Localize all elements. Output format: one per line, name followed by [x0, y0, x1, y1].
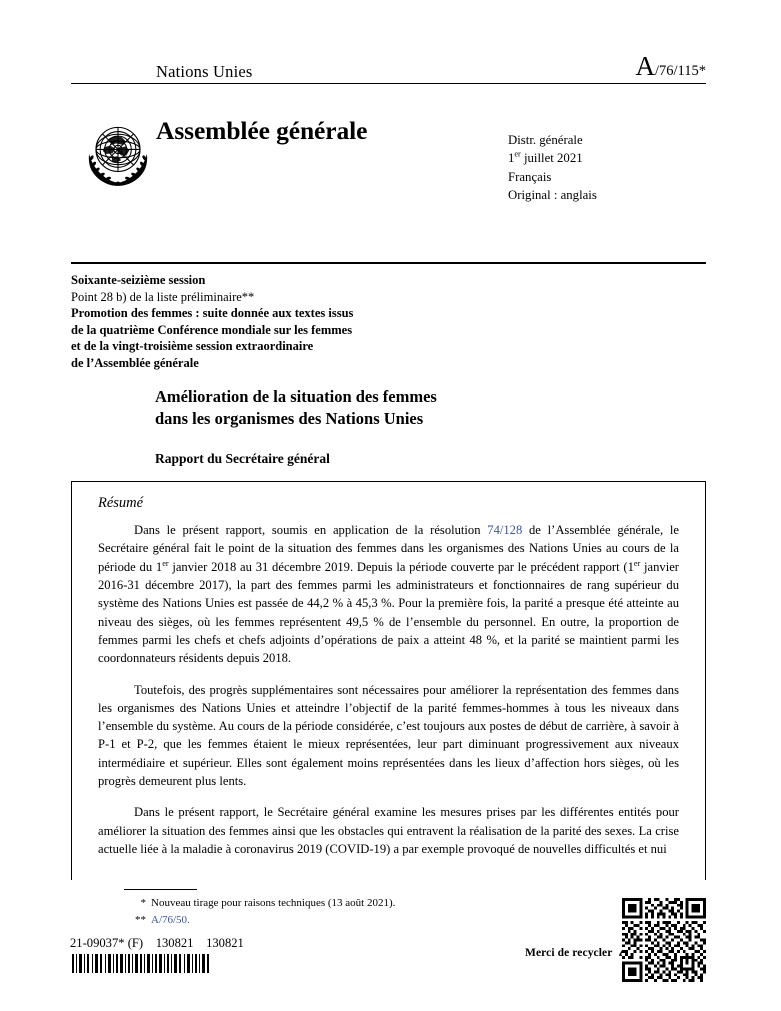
recycle-label: Merci de recycler — [525, 947, 613, 959]
summary-label: Résumé — [98, 495, 144, 511]
summary-p1-part-b: de l’Assemblée générale, le Secrétaire général fait le point de la situation des femmes dans les organismes des Nations Unies au cours de la période du 1 — [98, 523, 679, 574]
summary-paragraph-3: Dans le présent rapport, le Secrétaire général examine les mesures prises par les différentes entités pour améliorer la situation des femmes ainsi que les obstacles qui entravent la réalisation de la parité des sexes. La crise actuelle liée à la maladie à coronavirus 2019 (COVID-19) a par exemple provoqué de nouvelles difficultés et nui — [98, 805, 679, 856]
agenda-topic-line-1: Promotion des femmes : suite donnée aux textes issus — [71, 306, 354, 320]
session-divider — [71, 262, 706, 264]
footnote-text: Nouveau tirage pour raisons techniques (13 août 2021). — [151, 897, 396, 909]
agenda-topic-line-4: de l’Assemblée générale — [71, 355, 199, 370]
document-symbol-suffix: /76/115* — [654, 63, 706, 79]
summary-box — [71, 481, 706, 880]
document-symbol — [635, 53, 706, 80]
distribution-date-rest: juillet 2021 — [520, 151, 583, 166]
agenda-topic-line-3: et de la vingt-troisième session extraordinaire — [71, 339, 314, 353]
footnote-item — [124, 895, 544, 912]
masthead-top-row — [71, 50, 706, 80]
footnote-link[interactable]: A/76/50. — [151, 913, 190, 926]
page-subtitle: Rapport du Secrétaire général — [155, 450, 330, 466]
summary-paragraph-1 — [98, 521, 679, 668]
session-heading — [71, 272, 531, 371]
footnote-marker: ** — [135, 913, 146, 926]
distribution-date-number: 1 — [508, 151, 515, 166]
recycle-notice — [525, 940, 637, 966]
summary-paragraph-2: Toutefois, des progrès supplémentaires sont nécessaires pour améliorer la représentation des femmes dans les organismes des Nations Unies et atteindre l’objectif de la parité femmes-hommes à tous les niveaux dans l’ensemble du système. Au cours de la période considérée, c’est toujours aux postes de début de carrière, à savoir à P-1 et P-2, que les femmes étaient le mieux représentées, leur part diminuant progressivement aux niveaux intermédiaire et supérieur. Elles sont également moins représentées dans les lieux d’affection hors sièges, où les progrès demeurent plus lents. — [98, 682, 679, 789]
document-symbol-prefix: A — [635, 51, 655, 81]
page-title-line-1: Amélioration de la situation des femmes — [155, 387, 437, 406]
summary-p1-part-c: janvier 2018 au 31 décembre 2019. Depuis la période couverte par le précédent rapport (1 — [168, 559, 634, 574]
agenda-topic-line-2: de la quatrième Conférence mondiale sur les femmes — [71, 322, 353, 337]
session-name: Soixante-seizième session — [71, 273, 206, 287]
summary-p1-ordinal-2: er — [633, 558, 641, 568]
summary-p1-ordinal-1: er — [162, 558, 169, 568]
summary-content — [72, 482, 705, 858]
title-block — [155, 386, 635, 467]
summary-p1-part-d: janvier 2016-31 décembre 2017), la part des femmes parmi les administrateurs et fonctionnaires de rang supérieur du système des Nations Unies est passée de 44,2 % à 45,3 %. Pour la première fois, la parité a presque été atteinte au niveau des sièges, où les femmes représentent 49,5 % de l’ensemble du personnel. En outre, la proportion de femmes parmi les chefs et chefs adjoints d’opérations de paix a atteint 48 %, et la parité se maintient parmi les coordonnateurs résidents depuis 2018. — [98, 559, 679, 666]
footnote-divider — [124, 889, 197, 890]
summary-p1-part-a: Dans le présent rapport, soumis en application de la résolution — [134, 523, 488, 537]
distribution-line: Distr. générale — [508, 133, 583, 147]
distribution-original: Original : anglais — [508, 187, 597, 202]
page-title-line-2: dans les organismes des Nations Unies — [155, 408, 424, 428]
assembly-title: Assemblée générale — [156, 116, 368, 145]
footnote-marker: * — [140, 897, 146, 909]
organization-name: Nations Unies — [156, 61, 253, 81]
job-number: 21-09037* (F) 130821 130821 — [70, 936, 244, 950]
footnotes — [124, 895, 544, 928]
distribution-language: Français — [508, 169, 552, 184]
barcode — [71, 954, 210, 973]
distribution-date — [508, 149, 597, 167]
masthead-body-row — [71, 84, 706, 202]
masthead — [71, 50, 706, 202]
agenda-item: Point 28 b) de la liste préliminaire** — [71, 289, 255, 304]
resolution-link[interactable]: 74/128 — [487, 523, 523, 537]
un-emblem-icon — [80, 116, 156, 192]
distribution-date-ordinal: er — [514, 150, 521, 160]
page-title — [155, 386, 635, 430]
footnote-item — [124, 912, 544, 929]
distribution-block — [508, 131, 597, 204]
qr-code — [622, 898, 706, 982]
